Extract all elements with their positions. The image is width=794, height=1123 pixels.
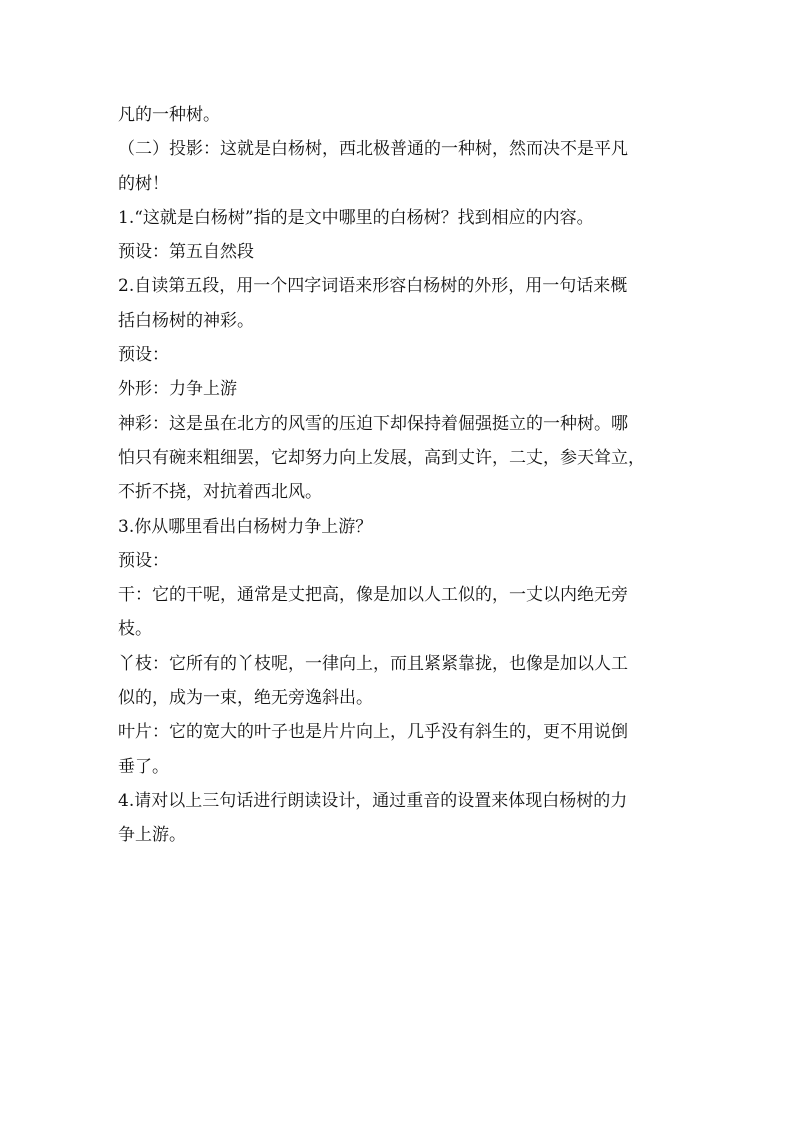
text-line: 叶片：它的宽大的叶子也是片片向上，几乎没有斜生的，更不用说倒 bbox=[118, 722, 628, 743]
text-line: 外形：力争上游 bbox=[118, 379, 237, 400]
text-line: 枝。 bbox=[118, 619, 152, 640]
text-line: 丫枝：它所有的丫枝呢，一律向上，而且紧紧靠拢，也像是加以人工 bbox=[118, 653, 628, 674]
text-line: 争上游。 bbox=[118, 825, 186, 846]
text-line: 似的，成为一束，绝无旁逸斜出。 bbox=[118, 688, 373, 709]
text-line: 3.你从哪里看出白杨树力争上游？ bbox=[118, 516, 373, 537]
text-line: 的树！ bbox=[118, 173, 169, 194]
text-line: 4.请对以上三句话进行朗读设计，通过重音的设置来体现白杨树的力 bbox=[118, 790, 628, 811]
text-line: （二）投影：这就是白杨树，西北极普通的一种树，然而决不是平凡 bbox=[118, 139, 628, 160]
text-line: 预设： bbox=[118, 345, 169, 366]
text-line: 1.“这就是白杨树”指的是文中哪里的白杨树？找到相应的内容。 bbox=[118, 207, 594, 228]
document-body bbox=[118, 98, 682, 853]
text-line: 括白杨树的神彩。 bbox=[118, 310, 254, 331]
text-line: 不折不挠，对抗着西北风。 bbox=[118, 482, 322, 503]
text-line: 预设：第五自然段 bbox=[118, 242, 254, 263]
text-line: 预设： bbox=[118, 550, 169, 571]
text-line: 2.自读第五段，用一个四字词语来形容白杨树的外形，用一句话来概 bbox=[118, 276, 628, 297]
text-line: 干：它的干呢，通常是丈把高，像是加以人工似的，一丈以内绝无旁 bbox=[118, 585, 628, 606]
text-line: 凡的一种树。 bbox=[118, 105, 220, 125]
text-line: 神彩：这是虽在北方的风雪的压迫下却保持着倔强挺立的一种树。哪 bbox=[118, 413, 628, 434]
text-line: 垂了。 bbox=[118, 756, 169, 777]
text-line: 怕只有碗来粗细罢，它却努力向上发展，高到丈许，二丈，参天耸立， bbox=[118, 447, 645, 468]
